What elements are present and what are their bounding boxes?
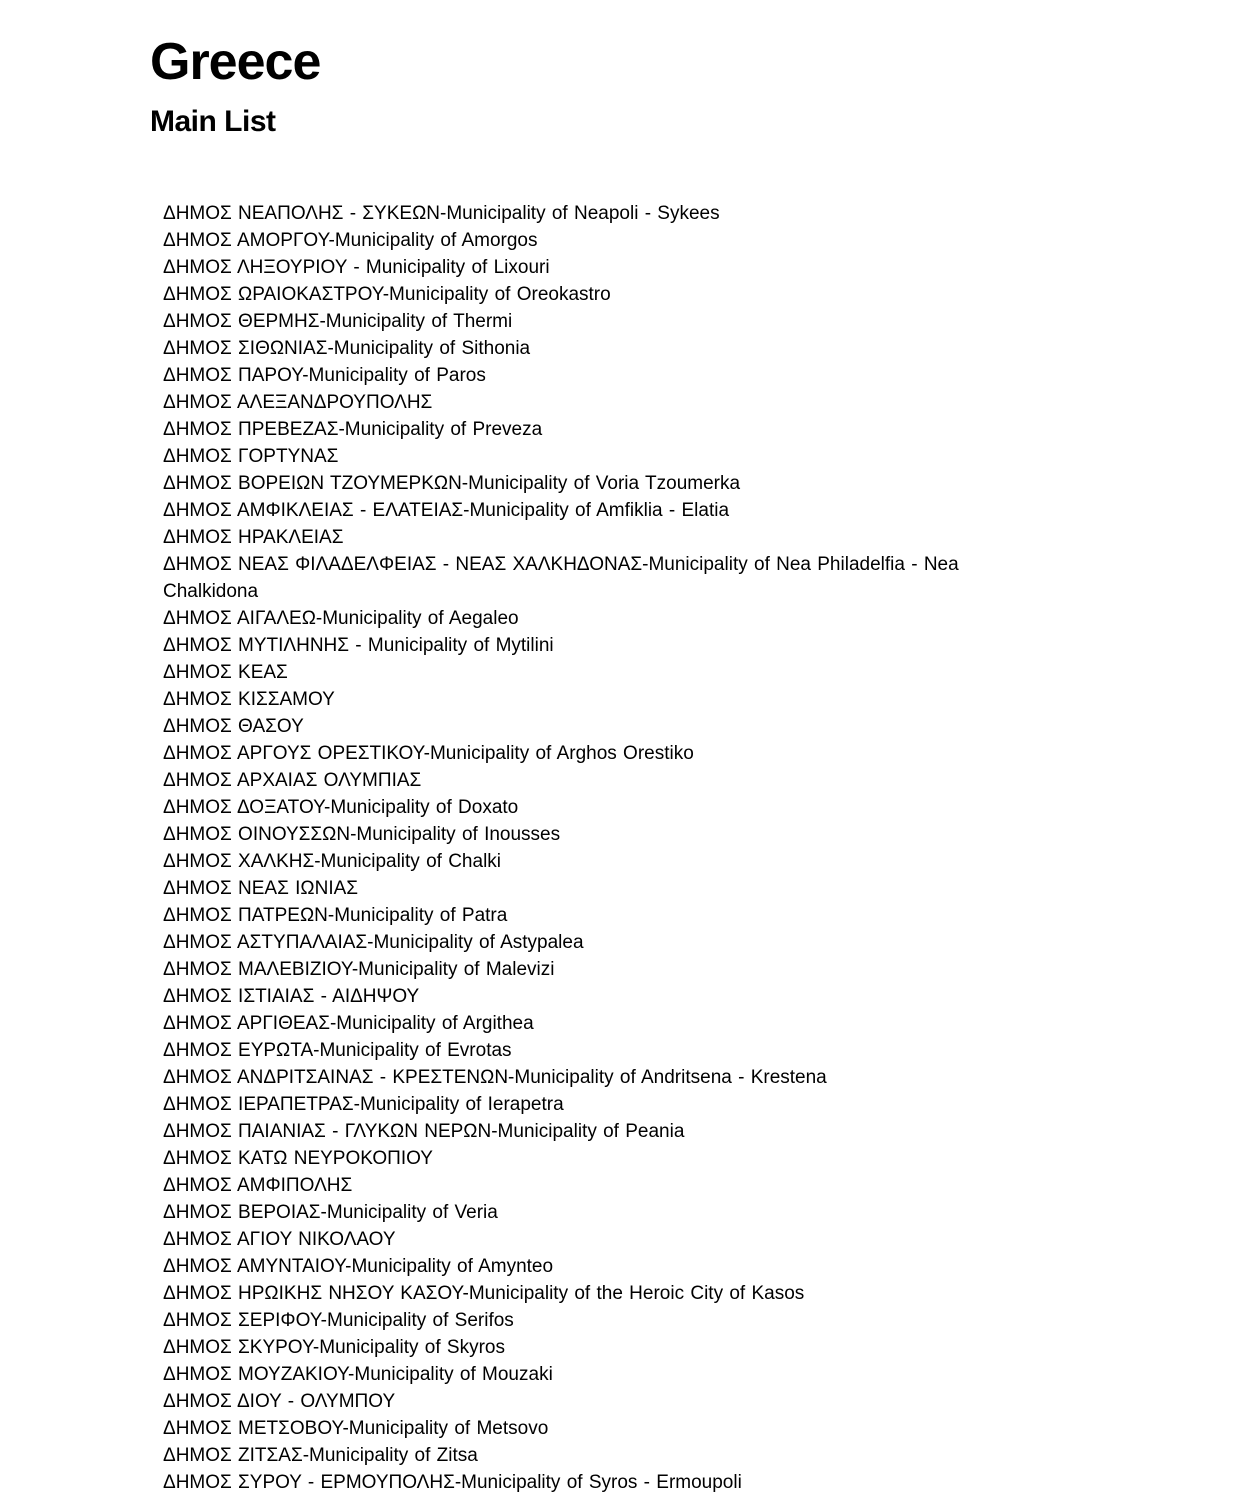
list-item: ΔΗΜΟΣ ΒΟΡΕΙΩΝ ΤΖΟΥΜΕΡΚΩΝ-Municipality of Voria Tzoumerka xyxy=(163,472,741,494)
list-item: ΔΗΜΟΣ ΖΙΤΣΑΣ-Municipality of Zitsa xyxy=(163,1444,478,1466)
list-item: ΔΗΜΟΣ ΛΗΞΟΥΡΙΟΥ - Municipality of Lixouri xyxy=(163,256,550,278)
list-item: ΔΗΜΟΣ ΕΥΡΩΤΑ-Municipality of Evrotas xyxy=(163,1039,512,1061)
list-item: ΔΗΜΟΣ ΧΑΛΚΗΣ-Municipality of Chalki xyxy=(163,850,502,872)
list-item: ΔΗΜΟΣ ΑΜΦΙΠΟΛΗΣ xyxy=(163,1174,353,1196)
list-item: ΔΗΜΟΣ ΑΙΓΑΛΕΩ-Municipality of Aegaleo xyxy=(163,607,519,629)
list-item: ΔΗΜΟΣ ΠΑΤΡΕΩΝ-Municipality of Patra xyxy=(163,904,508,926)
list-item: ΔΗΜΟΣ ΣΕΡΙΦΟΥ-Municipality of Serifos xyxy=(163,1309,514,1331)
page-subtitle: Main List xyxy=(150,105,276,139)
list-item: ΔΗΜΟΣ ΑΜΥΝΤΑΙΟΥ-Municipality of Amynteo xyxy=(163,1255,554,1277)
list-item: ΔΗΜΟΣ ΠΑΙΑΝΙΑΣ - ΓΛΥΚΩΝ ΝΕΡΩΝ-Municipality of Peania xyxy=(163,1120,685,1142)
list-item: ΔΗΜΟΣ ΠΑΡΟΥ-Municipality of Paros xyxy=(163,364,486,386)
list-item: ΔΗΜΟΣ ΓΟΡΤΥΝΑΣ xyxy=(163,445,339,467)
list-item: ΔΗΜΟΣ ΗΡΑΚΛΕΙΑΣ xyxy=(163,526,344,548)
list-item: ΔΗΜΟΣ ΑΝΔΡΙΤΣΑΙΝΑΣ - ΚΡΕΣΤΕΝΩΝ-Municipality of Andritsena - Krestena xyxy=(163,1066,827,1088)
list-item: ΔΗΜΟΣ ΑΣΤΥΠΑΛΑΙΑΣ-Municipality of Astypalea xyxy=(163,931,584,953)
list-item: ΔΗΜΟΣ ΗΡΩΙΚΗΣ ΝΗΣΟΥ ΚΑΣΟΥ-Municipality of the Heroic City of Kasos xyxy=(163,1282,805,1304)
list-item: ΔΗΜΟΣ ΚΑΤΩ ΝΕΥΡΟΚΟΠΙΟΥ xyxy=(163,1147,433,1169)
list-item: ΔΗΜΟΣ ΚΕΑΣ xyxy=(163,661,288,683)
list-item: ΔΗΜΟΣ ΜΕΤΣΟΒΟΥ-Municipality of Metsovo xyxy=(163,1417,549,1439)
list-item: ΔΗΜΟΣ ΠΡΕΒΕΖΑΣ-Municipality of Preveza xyxy=(163,418,543,440)
page-title: Greece xyxy=(150,33,321,91)
list-item: ΔΗΜΟΣ ΑΓΙΟΥ ΝΙΚΟΛΑΟΥ xyxy=(163,1228,396,1250)
list-item: ΔΗΜΟΣ ΑΜΟΡΓΟΥ-Municipality of Amorgos xyxy=(163,229,538,251)
list-item: ΔΗΜΟΣ ΙΣΤΙΑΙΑΣ - ΑΙΔΗΨΟΥ xyxy=(163,985,420,1007)
list-item: ΔΗΜΟΣ ΜΟΥΖΑΚΙΟΥ-Municipality of Mouzaki xyxy=(163,1363,553,1385)
list-item: ΔΗΜΟΣ ΜΥΤΙΛΗΝΗΣ - Municipality of Mytilini xyxy=(163,634,554,656)
list-item: ΔΗΜΟΣ ΚΙΣΣΑΜΟΥ xyxy=(163,688,335,710)
list-item: ΔΗΜΟΣ ΣΥΡΟΥ - ΕΡΜΟΥΠΟΛΗΣ-Municipality of Syros - Ermoupoli xyxy=(163,1471,742,1493)
list-item: ΔΗΜΟΣ ΩΡΑΙΟΚΑΣΤΡΟΥ-Municipality of Oreokastro xyxy=(163,283,611,305)
list-item: ΔΗΜΟΣ ΒΕΡΟΙΑΣ-Municipality of Veria xyxy=(163,1201,498,1223)
list-item: ΔΗΜΟΣ ΔΙΟΥ - ΟΛΥΜΠΟΥ xyxy=(163,1390,396,1412)
list-item: ΔΗΜΟΣ ΟΙΝΟΥΣΣΩΝ-Municipality of Inousses xyxy=(163,823,561,845)
list-item: ΔΗΜΟΣ ΑΡΓΟΥΣ ΟΡΕΣΤΙΚΟΥ-Municipality of Arghos Orestiko xyxy=(163,742,694,764)
list-item: ΔΗΜΟΣ ΑΛΕΞΑΝΔΡΟΥΠΟΛΗΣ xyxy=(163,391,433,413)
list-item: ΔΗΜΟΣ ΑΡΓΙΘΕΑΣ-Municipality of Argithea xyxy=(163,1012,534,1034)
list-item: ΔΗΜΟΣ ΣΚΥΡΟΥ-Municipality of Skyros xyxy=(163,1336,505,1358)
list-item: ΔΗΜΟΣ ΑΜΦΙΚΛΕΙΑΣ - ΕΛΑΤΕΙΑΣ-Municipality of Amfiklia - Elatia xyxy=(163,499,730,521)
municipality-list xyxy=(163,200,1043,1496)
list-item: ΔΗΜΟΣ ΘΑΣΟΥ xyxy=(163,715,304,737)
list-item: ΔΗΜΟΣ ΑΡΧΑΙΑΣ ΟΛΥΜΠΙΑΣ xyxy=(163,769,422,791)
list-item: ΔΗΜΟΣ ΘΕΡΜΗΣ-Municipality of Thermi xyxy=(163,310,513,332)
list-item: ΔΗΜΟΣ ΙΕΡΑΠΕΤΡΑΣ-Municipality of Ierapetra xyxy=(163,1093,564,1115)
list-item: ΔΗΜΟΣ ΔΟΞΑΤΟΥ-Municipality of Doxato xyxy=(163,796,519,818)
list-item: ΔΗΜΟΣ ΝΕΑΠΟΛΗΣ - ΣΥΚΕΩΝ-Municipality of Neapoli - Sykees xyxy=(163,202,720,224)
list-item: ΔΗΜΟΣ ΝΕΑΣ ΙΩΝΙΑΣ xyxy=(163,877,359,899)
list-item: ΔΗΜΟΣ ΜΑΛΕΒΙΖΙΟΥ-Municipality of Malevizi xyxy=(163,958,555,980)
list-item: ΔΗΜΟΣ ΝΕΑΣ ΦΙΛΑΔΕΛΦΕΙΑΣ - ΝΕΑΣ ΧΑΛΚΗΔΟΝΑΣ-Municipality of Nea Philadelfia - Nea Chalkidona xyxy=(163,553,959,602)
list-item: ΔΗΜΟΣ ΣΙΘΩΝΙΑΣ-Municipality of Sithonia xyxy=(163,337,531,359)
